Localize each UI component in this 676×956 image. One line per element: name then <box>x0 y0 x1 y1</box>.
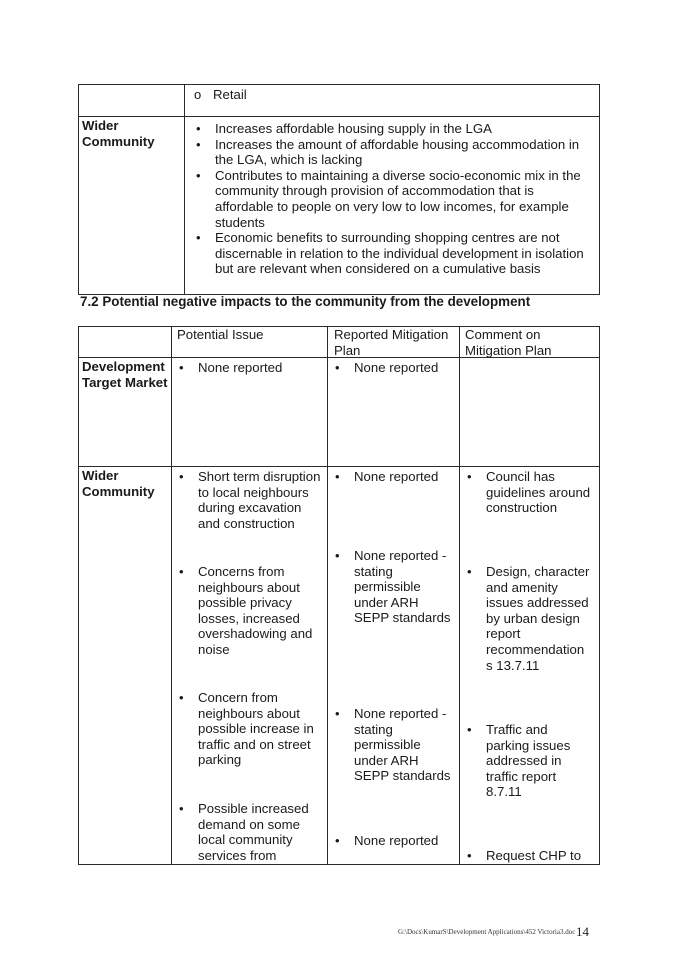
issue-list <box>176 469 322 531</box>
list-item: • None reported <box>332 469 456 485</box>
issue-list <box>176 801 322 863</box>
retail-list <box>191 87 591 103</box>
mitigation-list <box>332 833 456 849</box>
issue-list <box>176 690 322 768</box>
table-border <box>327 326 328 864</box>
list-item: • Request CHP to <box>464 848 594 864</box>
table-border <box>78 84 79 294</box>
list-item: • Increases the amount of affordable housing accommodation in the LGA, which is lacking <box>193 137 595 168</box>
table-border <box>599 326 600 864</box>
list-item: • Concern from neighbours about possible increase in traffic and on street parking <box>176 690 322 768</box>
mitigation-list <box>332 360 456 376</box>
table-border <box>184 84 185 294</box>
list-item: • Concerns from neighbours about possible privacy losses, increased overshadowing and noise <box>176 564 322 658</box>
row-label-wider-community: Wider Community <box>82 468 155 499</box>
table-border <box>78 84 600 85</box>
section-heading: 7.2 Potential negative impacts to the community from the development <box>80 294 531 309</box>
column-header-comment: Comment on Mitigation Plan <box>465 327 552 358</box>
list-item: • None reported <box>332 833 456 849</box>
table-border <box>78 326 79 864</box>
list-item: o Retail <box>191 87 591 103</box>
footer-file-path: G:\Docs\KumarS\Development Applications\452 Victoria3.doc <box>398 928 576 936</box>
table-border <box>78 116 600 117</box>
mitigation-list <box>332 706 456 784</box>
list-item: • Council has guidelines around construction <box>464 469 594 516</box>
comment-list <box>464 848 594 864</box>
list-item: • Traffic and parking issues addressed in traffic report 8.7.11 <box>464 722 594 800</box>
comment-list <box>464 722 594 800</box>
list-item: • Economic benefits to surrounding shopping centres are not discernable in relation to the individual development in isolation but are relevant when considered on a cumulative basis <box>193 230 595 277</box>
list-item: • None reported <box>176 360 324 376</box>
mitigation-list <box>332 469 456 485</box>
comment-list <box>464 564 594 673</box>
mitigation-list <box>332 548 456 626</box>
issue-list <box>176 564 322 658</box>
issue-list <box>176 360 324 376</box>
list-item: • None reported - stating permissible under ARH SEPP standards <box>332 706 456 784</box>
table-border <box>171 326 172 864</box>
row-label-development-target-market: Development Target Market <box>82 359 168 390</box>
table-border <box>78 864 600 865</box>
table-border <box>459 326 460 864</box>
list-item: • None reported - stating permissible under ARH SEPP standards <box>332 548 456 626</box>
list-item: • Contributes to maintaining a diverse socio-economic mix in the community through provision of accommodation that is affordable to people on very low to low incomes, for example students <box>193 168 595 230</box>
wider-community-list <box>193 121 595 277</box>
comment-list <box>464 469 594 516</box>
column-header-potential-issue: Potential Issue <box>177 327 264 342</box>
list-item: • Increases affordable housing supply in the LGA <box>193 121 595 137</box>
list-item: • None reported <box>332 360 456 376</box>
list-item: • Possible increased demand on some local community services from <box>176 801 322 863</box>
page-number: 14 <box>576 924 589 939</box>
table-border <box>78 466 600 467</box>
list-item: • Design, character and amenity issues addressed by urban design report recommendation s 13.7.11 <box>464 564 594 673</box>
table-border <box>599 84 600 294</box>
column-header-mitigation-plan: Reported Mitigation Plan <box>334 327 449 358</box>
list-item: • Short term disruption to local neighbours during excavation and construction <box>176 469 322 531</box>
row-label-wider-community: Wider Community <box>82 118 155 149</box>
